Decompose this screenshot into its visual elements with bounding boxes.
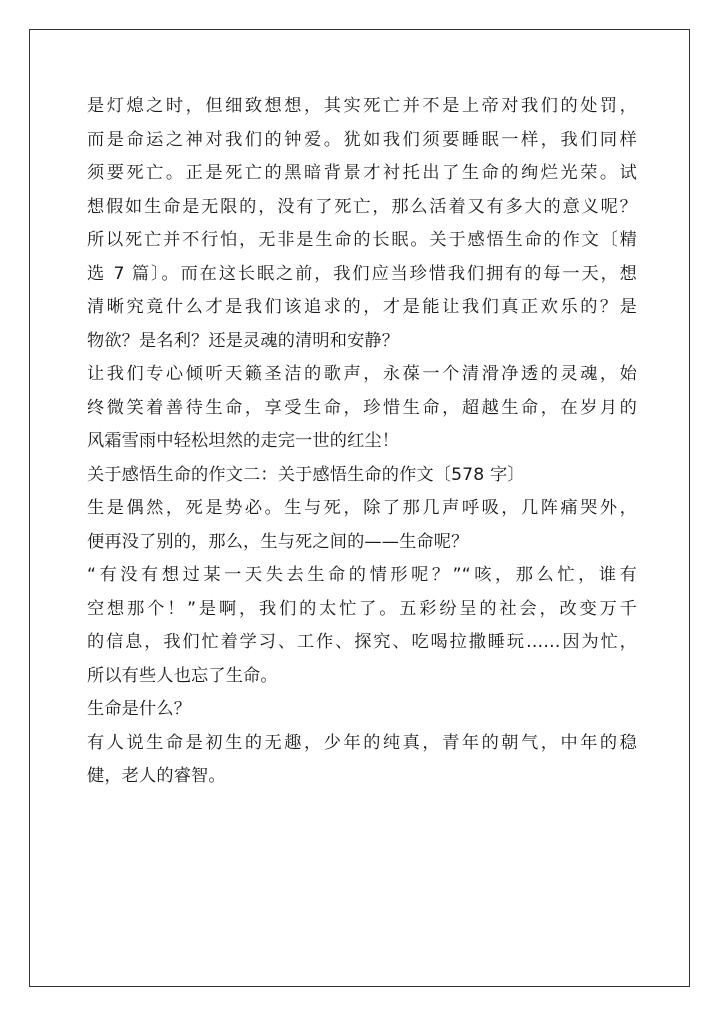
text-line: 的信息，我们忙着学习、工作、探究、吃喝拉撒睡玩……因为忙，	[87, 632, 637, 652]
text-line: 便再没了别的，那么，生与死之间的——生命呢？	[87, 531, 469, 552]
text-line: 所以死亡并不行怕，无非是生命的长眠。关于感悟生命的作文〔精	[87, 230, 637, 250]
text-line: 生是偶然，死是势必。生与死，除了那几声呼吸，几阵痛哭外，	[87, 498, 637, 518]
text-line: 生命是什么？	[87, 699, 192, 719]
text-line: 是灯熄之时，但细致想想，其实死亡并不是上帝对我们的处罚，	[87, 96, 637, 116]
text-line: 终微笑着善待生命，享受生命，珍惜生命，超越生命，在岁月的	[87, 397, 637, 418]
text-line: 选 7 篇〕。而在这长眠之前，我们应当珍惜我们拥有的每一天，想	[87, 263, 637, 284]
text-line: 而是命运之神对我们的钟爱。犹如我们须要睡眠一样，我们同样	[87, 129, 637, 150]
text-line: 物欲？是名利？还是灵魂的清明和安静？	[87, 330, 400, 351]
text-line: 有人说生命是初生的无趣，少年的纯真，青年的朝气，中年的稳	[87, 732, 637, 753]
text-line: 须要死亡。正是死亡的黑暗背景才衬托出了生命的绚烂光荣。试	[87, 163, 637, 183]
text-line: “有没有想过某一天失去生命的情形呢？”“咳，那么忙，谁有	[87, 565, 637, 585]
document-body	[87, 90, 637, 794]
text-line: 清晰究竟什么才是我们该追求的，才是能让我们真正欢乐的？是	[87, 297, 637, 317]
text-line: 健，老人的睿智。	[87, 766, 226, 786]
text-line: 所以有些人也忘了生命。	[87, 665, 278, 686]
text-line: 让我们专心倾听天籁圣洁的歌声，永葆一个清滑净透的灵魂，始	[87, 364, 637, 384]
text-line: 想假如生命是无限的，没有了死亡，那么活着又有多大的意义呢？	[87, 196, 637, 217]
text-line: 风霜雪雨中轻松坦然的走完一世的红尘！	[87, 431, 400, 451]
text-line: 空想那个！”是啊，我们的太忙了。五彩纷呈的社会，改变万千	[87, 598, 637, 619]
section-heading: 关于感悟生命的作文二：关于感悟生命的作文〔578 字〕	[87, 464, 525, 485]
